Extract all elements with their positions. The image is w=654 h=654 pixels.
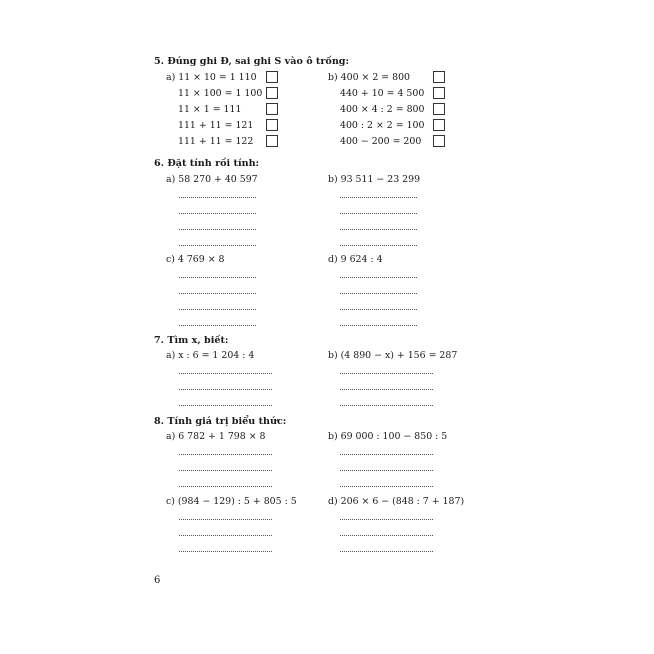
- answer-line[interactable]: [179, 551, 272, 552]
- q5-title: 5. Đúng ghi Đ, sai ghi S vào ô trống:: [154, 56, 350, 67]
- answer-line[interactable]: [340, 373, 433, 374]
- answer-line[interactable]: [179, 405, 272, 406]
- q6-d: d) 9 624 : 4: [328, 254, 383, 265]
- answer-line[interactable]: [340, 535, 433, 536]
- answer-box-b2[interactable]: [433, 103, 445, 115]
- q5-a-item-1: 11 × 100 = 1 100: [178, 88, 263, 99]
- answer-line[interactable]: [340, 245, 417, 246]
- answer-box-a2[interactable]: [266, 103, 278, 115]
- q7-b: b) (4 890 − x) + 156 = 287: [328, 350, 458, 361]
- answer-line[interactable]: [340, 229, 417, 230]
- q5-b-item-2: 400 × 4 : 2 = 800: [340, 104, 425, 115]
- answer-line[interactable]: [179, 229, 256, 230]
- answer-line[interactable]: [340, 277, 417, 278]
- q5-b-item-4: 400 − 200 = 200: [340, 136, 422, 147]
- answer-line[interactable]: [179, 293, 256, 294]
- answer-box-a0[interactable]: [266, 71, 278, 83]
- answer-line[interactable]: [340, 551, 433, 552]
- answer-line[interactable]: [340, 197, 417, 198]
- answer-line[interactable]: [340, 519, 433, 520]
- answer-line[interactable]: [340, 486, 433, 487]
- answer-line[interactable]: [179, 519, 272, 520]
- q8-b: b) 69 000 : 100 − 850 : 5: [328, 431, 448, 442]
- q5-b-item-1: 440 + 10 = 4 500: [340, 88, 425, 99]
- answer-line[interactable]: [179, 325, 256, 326]
- answer-line[interactable]: [179, 470, 272, 471]
- q7-a: a) x : 6 = 1 204 : 4: [166, 350, 255, 361]
- answer-line[interactable]: [179, 535, 272, 536]
- answer-line[interactable]: [179, 389, 272, 390]
- answer-line[interactable]: [340, 309, 417, 310]
- answer-box-b3[interactable]: [433, 119, 445, 131]
- answer-box-a3[interactable]: [266, 119, 278, 131]
- q6-a: a) 58 270 + 40 597: [166, 174, 258, 185]
- answer-line[interactable]: [179, 373, 272, 374]
- q6-title: 6. Đặt tính rồi tính:: [154, 158, 260, 169]
- answer-line[interactable]: [340, 405, 433, 406]
- q5-b-item-3: 400 : 2 × 2 = 100: [340, 120, 425, 131]
- answer-line[interactable]: [340, 213, 417, 214]
- page-number: 6: [154, 575, 161, 586]
- answer-line[interactable]: [179, 454, 272, 455]
- q6-c: c) 4 769 × 8: [166, 254, 225, 265]
- answer-line[interactable]: [340, 454, 433, 455]
- answer-line[interactable]: [179, 245, 256, 246]
- q7-title: 7. Tìm x, biết:: [154, 335, 229, 346]
- answer-line[interactable]: [340, 325, 417, 326]
- answer-line[interactable]: [340, 470, 433, 471]
- q8-a: a) 6 782 + 1 798 × 8: [166, 431, 266, 442]
- answer-line[interactable]: [179, 197, 256, 198]
- answer-line[interactable]: [340, 293, 417, 294]
- answer-box-b1[interactable]: [433, 87, 445, 99]
- answer-line[interactable]: [179, 486, 272, 487]
- answer-line[interactable]: [340, 389, 433, 390]
- q5-a-item-2: 11 × 1 = 111: [178, 104, 242, 115]
- q8-title: 8. Tính giá trị biểu thức:: [154, 416, 287, 427]
- answer-box-b4[interactable]: [433, 135, 445, 147]
- q6-b: b) 93 511 − 23 299: [328, 174, 421, 185]
- q5-a-item-3: 111 + 11 = 121: [178, 120, 254, 131]
- answer-box-a1[interactable]: [266, 87, 278, 99]
- answer-line[interactable]: [179, 309, 256, 310]
- answer-line[interactable]: [179, 277, 256, 278]
- answer-box-a4[interactable]: [266, 135, 278, 147]
- q5-b-label: b) 400 × 2 = 800: [328, 72, 411, 83]
- q8-c: c) (984 − 129) : 5 + 805 : 5: [166, 496, 297, 507]
- q5-a-item-4: 111 + 11 = 122: [178, 136, 254, 147]
- q5-a-label: a) 11 × 10 = 1 110: [166, 72, 257, 83]
- answer-line[interactable]: [179, 213, 256, 214]
- q8-d: d) 206 × 6 − (848 : 7 + 187): [328, 496, 465, 507]
- answer-box-b0[interactable]: [433, 71, 445, 83]
